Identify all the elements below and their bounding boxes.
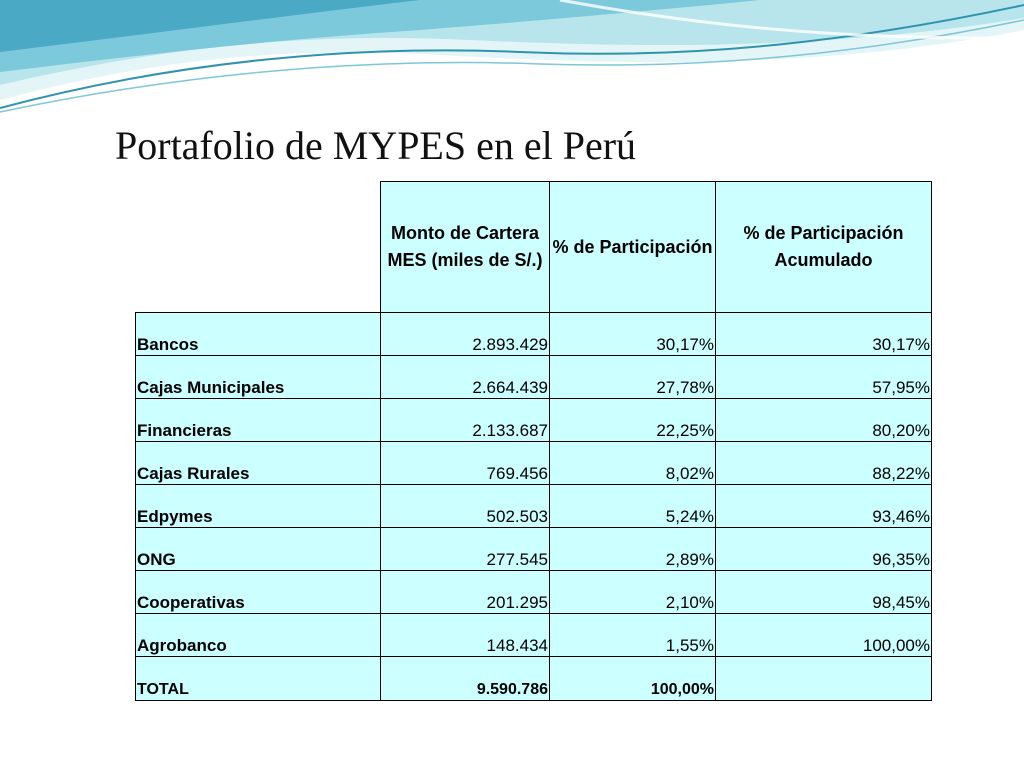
row-acumulado: 96,35% [716, 528, 932, 571]
row-monto: 2.133.687 [381, 399, 550, 442]
row-acumulado: 57,95% [716, 356, 932, 399]
total-label: TOTAL [136, 657, 381, 701]
total-participacion: 100,00% [550, 657, 716, 701]
slide-title: Portafolio de MYPES en el Perú [115, 123, 637, 168]
table-row [136, 313, 932, 356]
row-monto: 2.664.439 [381, 356, 550, 399]
decorative-wave-banner [0, 0, 1024, 120]
row-participacion: 2,10% [550, 571, 716, 614]
total-row [136, 657, 932, 701]
header-row [136, 182, 932, 313]
table-row [136, 399, 932, 442]
row-participacion: 27,78% [550, 356, 716, 399]
row-monto: 502.503 [381, 485, 550, 528]
total-acumulado [716, 657, 932, 701]
table-row [136, 614, 932, 657]
header-participacion: % de Participación [550, 182, 716, 313]
row-label: Edpymes [136, 485, 381, 528]
row-label: ONG [136, 528, 381, 571]
table-row [136, 571, 932, 614]
row-label: Agrobanco [136, 614, 381, 657]
row-label: Bancos [136, 313, 381, 356]
row-label: Financieras [136, 399, 381, 442]
header-monto: Monto de Cartera MES (miles de S/.) [381, 182, 550, 313]
row-monto: 2.893.429 [381, 313, 550, 356]
row-acumulado: 88,22% [716, 442, 932, 485]
row-acumulado: 93,46% [716, 485, 932, 528]
table-row [136, 356, 932, 399]
row-participacion: 22,25% [550, 399, 716, 442]
header-participacion-acumulado: % de Participación Acumulado [716, 182, 932, 313]
row-acumulado: 100,00% [716, 614, 932, 657]
row-participacion: 8,02% [550, 442, 716, 485]
row-label: Cajas Municipales [136, 356, 381, 399]
row-monto: 201.295 [381, 571, 550, 614]
row-monto: 148.434 [381, 614, 550, 657]
row-participacion: 1,55% [550, 614, 716, 657]
table-row [136, 528, 932, 571]
row-monto: 277.545 [381, 528, 550, 571]
row-monto: 769.456 [381, 442, 550, 485]
row-participacion: 2,89% [550, 528, 716, 571]
table-row [136, 485, 932, 528]
row-label: Cooperativas [136, 571, 381, 614]
total-monto: 9.590.786 [381, 657, 550, 701]
blank-corner-cell [136, 182, 381, 313]
row-acumulado: 98,45% [716, 571, 932, 614]
row-acumulado: 30,17% [716, 313, 932, 356]
portfolio-table [135, 181, 932, 701]
row-participacion: 30,17% [550, 313, 716, 356]
row-acumulado: 80,20% [716, 399, 932, 442]
row-participacion: 5,24% [550, 485, 716, 528]
table-row [136, 442, 932, 485]
row-label: Cajas Rurales [136, 442, 381, 485]
